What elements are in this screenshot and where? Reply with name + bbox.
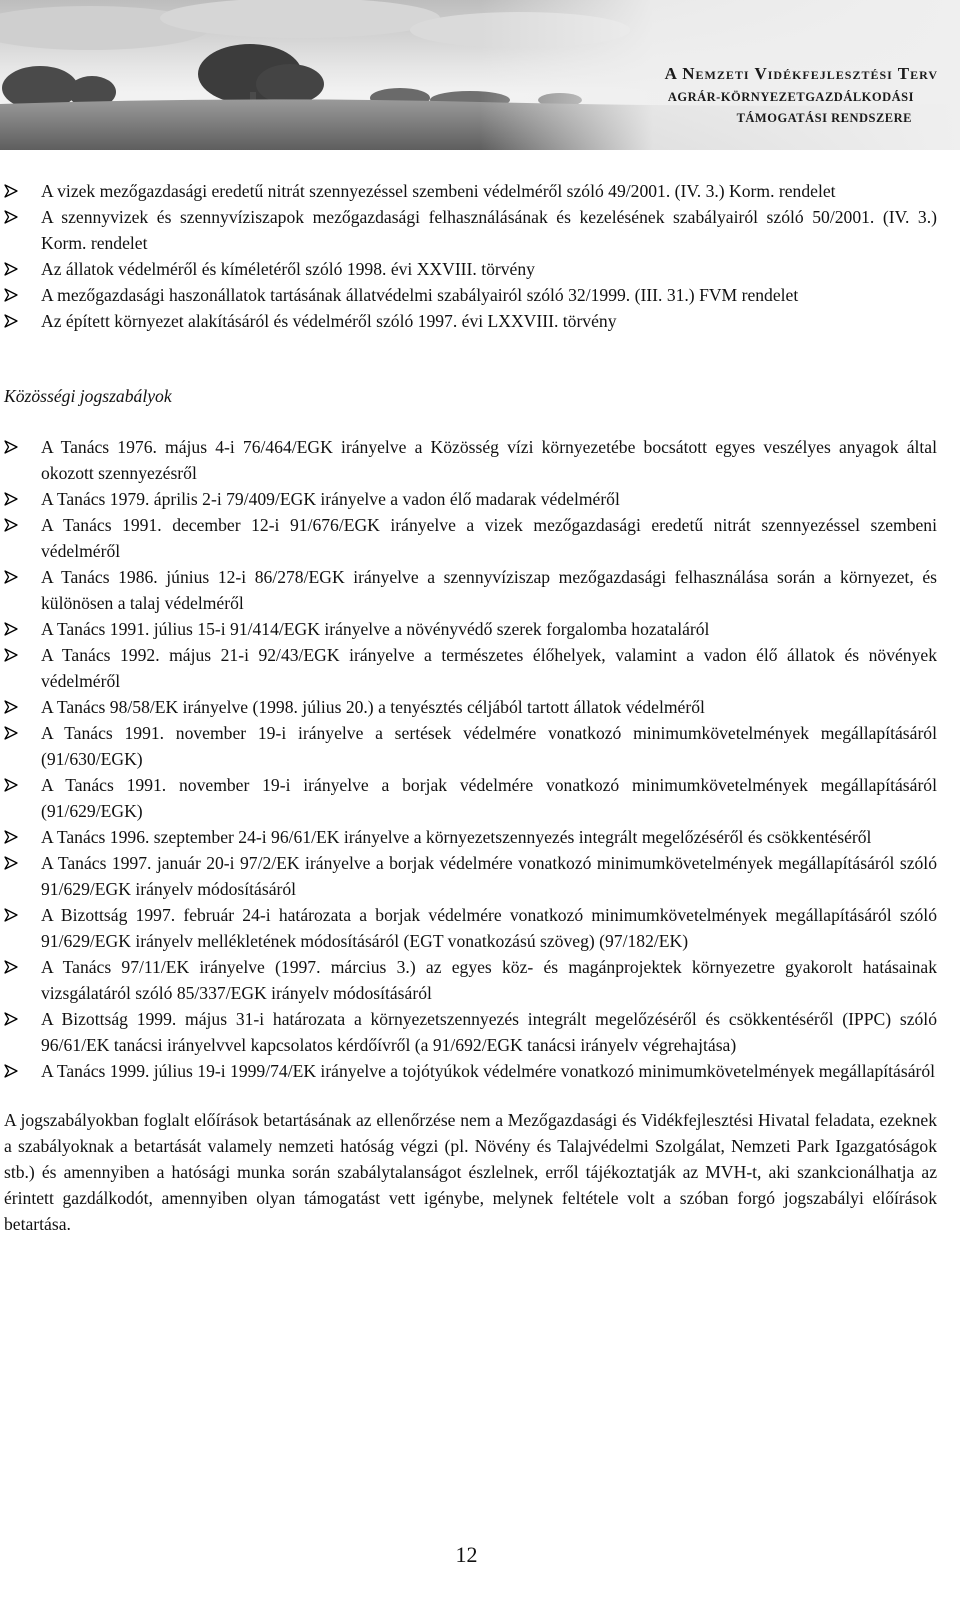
list-item bbox=[4, 178, 937, 204]
list-item-text: A Tanács 1999. július 19-i 1999/74/EK irányelve a tojótyúkok védelmére vonatkozó minimumkövetelmények megállapításáról bbox=[41, 1061, 936, 1081]
list-item bbox=[4, 486, 937, 512]
list-item bbox=[4, 282, 937, 308]
list-item-text: A Tanács 1997. január 20-i 97/2/EK irányelve a borjak védelmére vonatkozó minimumkövetelmények megállapításáról szóló 91/629/EGK irányelv módosításáról bbox=[41, 853, 937, 899]
header-banner bbox=[0, 0, 960, 150]
list-item-text: A Tanács 1986. június 12-i 86/278/EGK irányelve a szennyvíziszap mezőgazdasági felhasználása során a környezet, és különösen a talaj védelméről bbox=[41, 567, 937, 613]
arrow-bullet-icon bbox=[4, 648, 18, 662]
list-item bbox=[4, 720, 937, 772]
arrow-bullet-icon bbox=[4, 518, 18, 532]
list-item-text: A Tanács 1996. szeptember 24-i 96/61/EK irányelve a környezetszennyezés integrált megelőzéséről és csökkentéséről bbox=[41, 827, 872, 847]
list-item-text: A Tanács 97/11/EK irányelve (1997. március 3.) az egyes köz- és magánprojektek környezetre gyakorolt hatásainak vizsgálatáról szóló 85/337/EGK irányelv módosításáról bbox=[41, 957, 937, 1003]
banner-subtitle-2: TÁMOGATÁSI RENDSZERE bbox=[736, 111, 912, 125]
list-item-text: A Tanács 1991. július 15-i 91/414/EGK irányelve a növényvédő szerek forgalomba hozataláról bbox=[41, 619, 710, 639]
arrow-bullet-icon bbox=[4, 856, 18, 870]
list-item bbox=[4, 642, 937, 694]
page-number: 12 bbox=[455, 1542, 478, 1567]
list-item bbox=[4, 902, 937, 954]
arrow-bullet-icon bbox=[4, 960, 18, 974]
closing-paragraph: A jogszabályokban foglalt előírások betartásának az ellenőrzése nem a Mezőgazdasági és Vidékfejlesztési Hivatal feladata, ezeknek a szabályoknak a betartását valamely nemzeti hatóság végzi (pl. Növény és Talajvédelmi Szolgálat, Nemzeti Park Igazgatóságok stb.) és amennyiben a hatósági munka során szabálytalanságot észlelnek, erről tájékoztatják az MVH-t, aki szankcionálhatja az érintett gazdálkodót, amennyiben olyan támogatást vett igénybe, melynek feltétele volt a szóban forgó jogszabályi előírások betartása. bbox=[4, 1110, 937, 1234]
arrow-bullet-icon bbox=[4, 288, 18, 302]
list-item bbox=[4, 1058, 937, 1084]
list-item-text: A mezőgazdasági haszonállatok tartásának állatvédelmi szabályairól szóló 32/1999. (III. 31.) FVM rendelet bbox=[41, 285, 799, 305]
arrow-bullet-icon bbox=[4, 262, 18, 276]
arrow-bullet-icon bbox=[4, 908, 18, 922]
arrow-bullet-icon bbox=[4, 1064, 18, 1078]
list-item-text: A vizek mezőgazdasági eredetű nitrát szennyezéssel szembeni védelméről szóló 49/2001. (IV. 3.) Korm. rendelet bbox=[41, 181, 836, 201]
arrow-bullet-icon bbox=[4, 726, 18, 740]
list-item-text: A Bizottság 1997. február 24-i határozata a borjak védelmére vonatkozó minimumkövetelmények megállapításáról szóló 91/629/EGK irányelv mellékletének módosításáról (EGT vonatkozású szöveg) (97/182/EK) bbox=[41, 905, 937, 951]
arrow-bullet-icon bbox=[4, 492, 18, 506]
arrow-bullet-icon bbox=[4, 622, 18, 636]
list-item bbox=[4, 512, 937, 564]
list-item-text: A Tanács 1991. december 12-i 91/676/EGK irányelve a vizek mezőgazdasági eredetű nitrát szennyezéssel szembeni védelméről bbox=[41, 515, 937, 561]
list-item bbox=[4, 850, 937, 902]
banner-title-block bbox=[665, 64, 938, 126]
arrow-bullet-icon bbox=[4, 570, 18, 584]
list-item bbox=[4, 256, 937, 282]
list-item bbox=[4, 564, 937, 616]
list-item bbox=[4, 204, 937, 256]
list-item-text: Az épített környezet alakításáról és védelméről szóló 1997. évi LXXVIII. törvény bbox=[41, 311, 617, 331]
list-item-text: A szennyvizek és szennyvíziszapok mezőgazdasági felhasználásának és kezelésének szabályairól szóló 50/2001. (IV. 3.) Korm. rendelet bbox=[41, 207, 937, 253]
list-item bbox=[4, 694, 937, 720]
arrow-bullet-icon bbox=[4, 700, 18, 714]
banner-subtitle-1: AGRÁR-KÖRNYEZETGAZDÁLKODÁSI bbox=[667, 90, 914, 104]
arrow-bullet-icon bbox=[4, 778, 18, 792]
national-law-list bbox=[4, 178, 937, 334]
banner-title: A Nemzeti Vidékfejlesztési Terv bbox=[664, 64, 938, 83]
arrow-bullet-icon bbox=[4, 830, 18, 844]
list-item bbox=[4, 308, 937, 334]
arrow-bullet-icon bbox=[4, 1012, 18, 1026]
section-heading: Közösségi jogszabályok bbox=[4, 386, 172, 406]
list-item bbox=[4, 824, 937, 850]
list-item-text: A Tanács 1991. november 19-i irányelve a borjak védelmére vonatkozó minimumkövetelmények megállapításáról (91/629/EGK) bbox=[41, 775, 937, 821]
list-item bbox=[4, 434, 937, 486]
arrow-bullet-icon bbox=[4, 184, 18, 198]
arrow-bullet-icon bbox=[4, 314, 18, 328]
arrow-bullet-icon bbox=[4, 210, 18, 224]
list-item bbox=[4, 954, 937, 1006]
list-item bbox=[4, 616, 937, 642]
list-item-text: A Tanács 1992. május 21-i 92/43/EGK irányelve a természetes élőhelyek, valamint a vadon élő állatok és növények védelméről bbox=[41, 645, 937, 691]
document-body bbox=[4, 178, 937, 1255]
list-item-text: A Bizottság 1999. május 31-i határozata a környezetszennyezés integrált megelőzéséről és csökkentéséről (IPPC) szóló 96/61/EK tanácsi irányelvvel kapcsolatos kérdőívről (a 91/692/EGK tanácsi irányelv végrehajtása) bbox=[41, 1009, 937, 1055]
arrow-bullet-icon bbox=[4, 440, 18, 454]
list-item-text: Az állatok védelméről és kíméletéről szóló 1998. évi XXVIII. törvény bbox=[41, 259, 535, 279]
list-item-text: A Tanács 1979. április 2-i 79/409/EGK irányelve a vadon élő madarak védelméről bbox=[41, 489, 620, 509]
list-item bbox=[4, 1006, 937, 1058]
list-item-text: A Tanács 1976. május 4-i 76/464/EGK irányelve a Közösség vízi környezetébe bocsátott egyes veszélyes anyagok által okozott szennyezésről bbox=[41, 437, 937, 483]
list-item bbox=[4, 772, 937, 824]
community-law-list bbox=[4, 434, 937, 1084]
list-item-text: A Tanács 1991. november 19-i irányelve a sertések védelmére vonatkozó minimumkövetelmények megállapításáról (91/630/EGK) bbox=[41, 723, 937, 769]
list-item-text: A Tanács 98/58/EK irányelve (1998. július 20.) a tenyésztés céljából tartott állatok védelméről bbox=[41, 697, 705, 717]
